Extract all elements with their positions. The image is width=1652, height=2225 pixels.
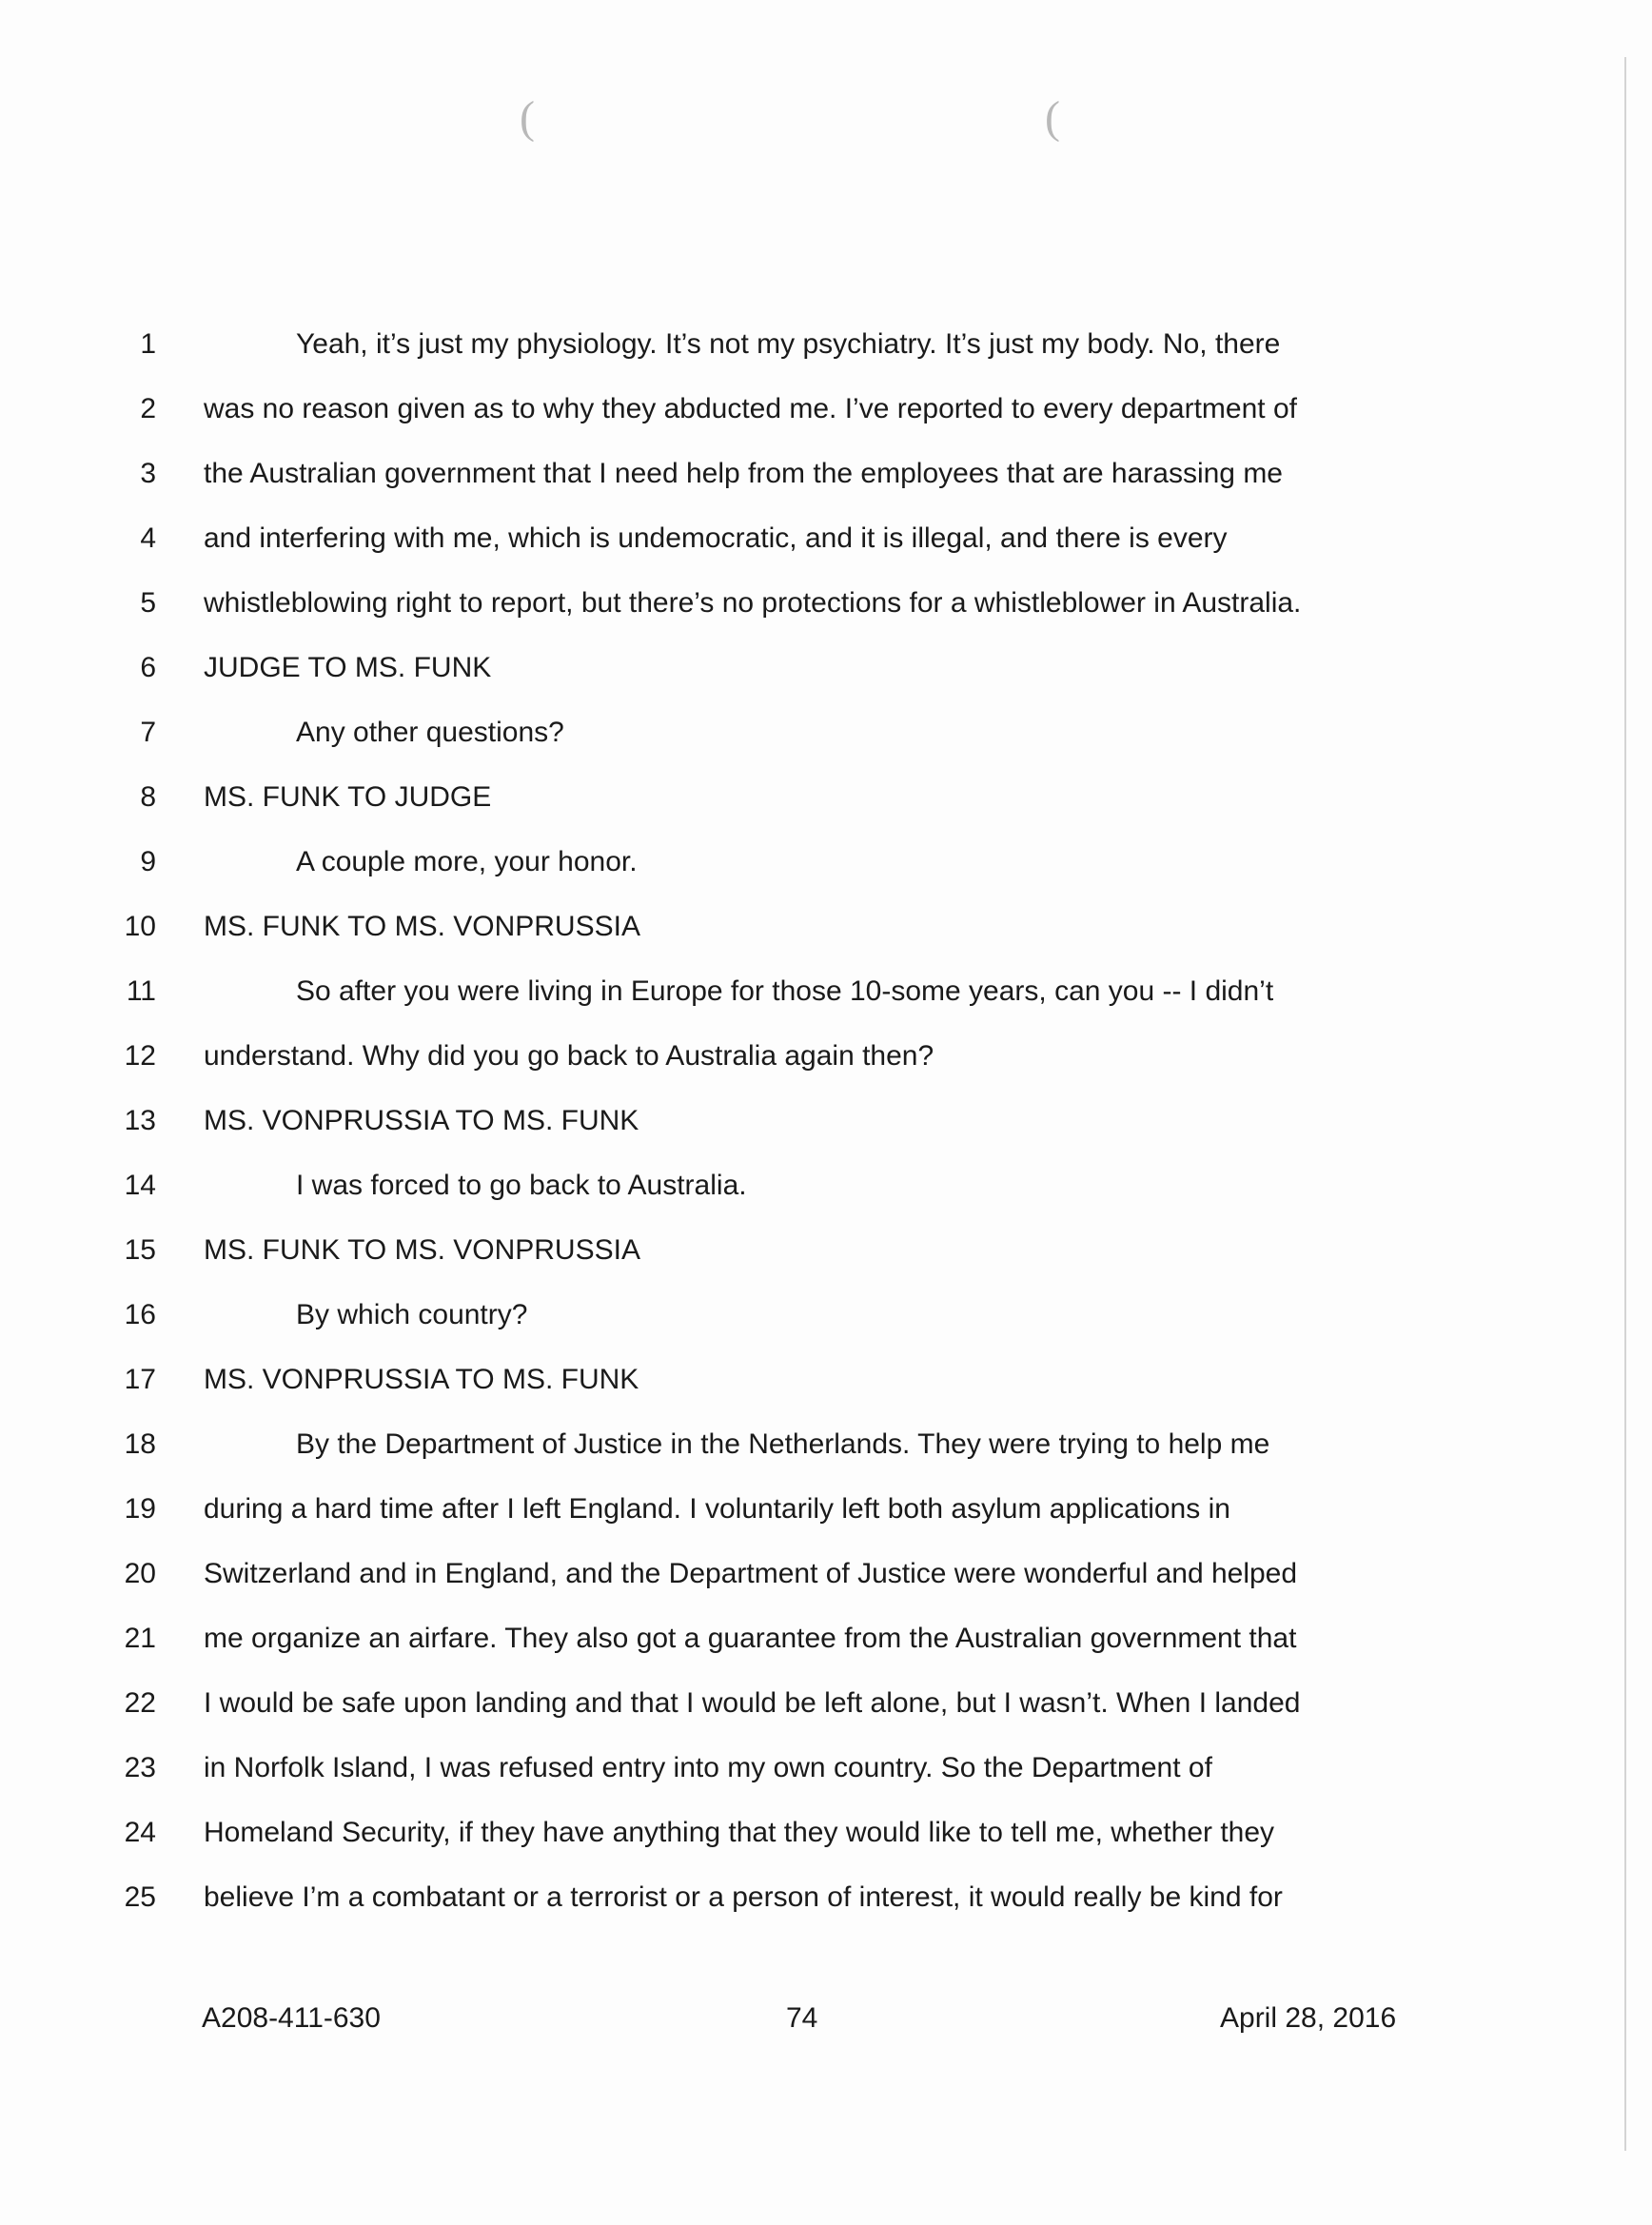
line-text: MS. FUNK TO MS. VONPRUSSIA — [204, 911, 640, 942]
transcript-line — [0, 453, 1652, 518]
line-text: MS. VONPRUSSIA TO MS. FUNK — [204, 1105, 639, 1136]
transcript-line — [0, 1488, 1652, 1553]
line-text: in Norfolk Island, I was refused entry into my own country. So the Department of — [204, 1752, 1212, 1783]
line-text: Homeland Security, if they have anything that they would like to tell me, whether they — [204, 1817, 1275, 1848]
line-number: 21 — [124, 1623, 156, 1654]
line-text: MS. FUNK TO MS. VONPRUSSIA — [204, 1234, 640, 1266]
transcript-line — [0, 1100, 1652, 1165]
scan-mark-left: ( — [520, 92, 535, 143]
line-number: 8 — [140, 781, 156, 813]
transcript-line — [0, 388, 1652, 453]
line-text: JUDGE TO MS. FUNK — [204, 652, 492, 683]
line-number: 3 — [140, 458, 156, 489]
line-text: and interfering with me, which is undemocratic, and it is illegal, and there is every — [204, 522, 1228, 554]
line-text: Yeah, it’s just my physiology. It’s not my psychiatry. It’s just my body. No, there — [296, 328, 1281, 360]
line-number: 15 — [124, 1234, 156, 1266]
transcript-line — [0, 1230, 1652, 1294]
line-number: 5 — [140, 587, 156, 619]
line-text: I was forced to go back to Australia. — [296, 1170, 747, 1201]
line-number: 23 — [124, 1752, 156, 1783]
line-number: 13 — [124, 1105, 156, 1136]
transcript-line — [0, 1359, 1652, 1424]
line-number: 22 — [124, 1687, 156, 1719]
line-text: the Australian government that I need help from the employees that are harassing me — [204, 458, 1283, 489]
line-text: By the Department of Justice in the Netherlands. They were trying to help me — [296, 1428, 1270, 1460]
transcript-line — [0, 1294, 1652, 1359]
line-number: 18 — [124, 1428, 156, 1460]
line-text: during a hard time after I left England. I voluntarily left both asylum applications in — [204, 1493, 1230, 1525]
case-number: A208-411-630 — [202, 2002, 381, 2034]
line-number: 19 — [124, 1493, 156, 1525]
line-text: understand. Why did you go back to Australia again then? — [204, 1040, 934, 1072]
transcript-line — [0, 906, 1652, 971]
transcript-line — [0, 1747, 1652, 1812]
line-text: was no reason given as to why they abducted me. I’ve reported to every department of — [204, 393, 1297, 424]
line-number: 7 — [140, 717, 156, 748]
line-text: Switzerland and in England, and the Department of Justice were wonderful and helped — [204, 1558, 1298, 1589]
transcript-line — [0, 518, 1652, 582]
transcript-line — [0, 1683, 1652, 1747]
transcript-line — [0, 712, 1652, 777]
transcript-body — [0, 324, 1652, 1941]
line-number: 25 — [124, 1881, 156, 1913]
line-number: 2 — [140, 393, 156, 424]
transcript-line — [0, 1035, 1652, 1100]
line-text: me organize an airfare. They also got a guarantee from the Australian government that — [204, 1623, 1297, 1654]
line-number: 4 — [140, 522, 156, 554]
line-number: 11 — [126, 975, 156, 1007]
line-number: 9 — [140, 846, 156, 877]
line-text: Any other questions? — [296, 717, 564, 748]
page-number: 74 — [786, 2002, 818, 2034]
transcript-line — [0, 1424, 1652, 1488]
line-text: MS. VONPRUSSIA TO MS. FUNK — [204, 1364, 639, 1395]
transcript-date: April 28, 2016 — [1220, 2002, 1397, 2034]
transcript-line — [0, 1812, 1652, 1877]
line-text: whistleblowing right to report, but there’s no protections for a whistleblower in Australia. — [204, 587, 1302, 619]
line-text: MS. FUNK TO JUDGE — [204, 781, 492, 813]
transcript-line — [0, 1165, 1652, 1230]
transcript-line — [0, 582, 1652, 647]
line-number: 1 — [140, 328, 156, 360]
line-text: believe I’m a combatant or a terrorist or a person of interest, it would really be kind for — [204, 1881, 1283, 1913]
line-text: So after you were living in Europe for those 10-some years, can you -- I didn’t — [296, 975, 1274, 1007]
line-number: 10 — [124, 911, 156, 942]
transcript-line — [0, 1618, 1652, 1683]
transcript-line — [0, 1553, 1652, 1618]
line-number: 17 — [124, 1364, 156, 1395]
transcript-line — [0, 1877, 1652, 1941]
line-number: 14 — [124, 1170, 156, 1201]
transcript-line — [0, 841, 1652, 906]
transcript-line — [0, 777, 1652, 841]
transcript-line — [0, 647, 1652, 712]
line-number: 20 — [124, 1558, 156, 1589]
scan-mark-right: ( — [1045, 92, 1060, 143]
transcript-line — [0, 324, 1652, 388]
line-text: A couple more, your honor. — [296, 846, 638, 877]
line-text: I would be safe upon landing and that I would be left alone, but I wasn’t. When I landed — [204, 1687, 1301, 1719]
transcript-line — [0, 971, 1652, 1035]
line-number: 6 — [140, 652, 156, 683]
line-number: 16 — [124, 1299, 156, 1330]
line-number: 12 — [124, 1040, 156, 1072]
line-number: 24 — [124, 1817, 156, 1848]
line-text: By which country? — [296, 1299, 528, 1330]
